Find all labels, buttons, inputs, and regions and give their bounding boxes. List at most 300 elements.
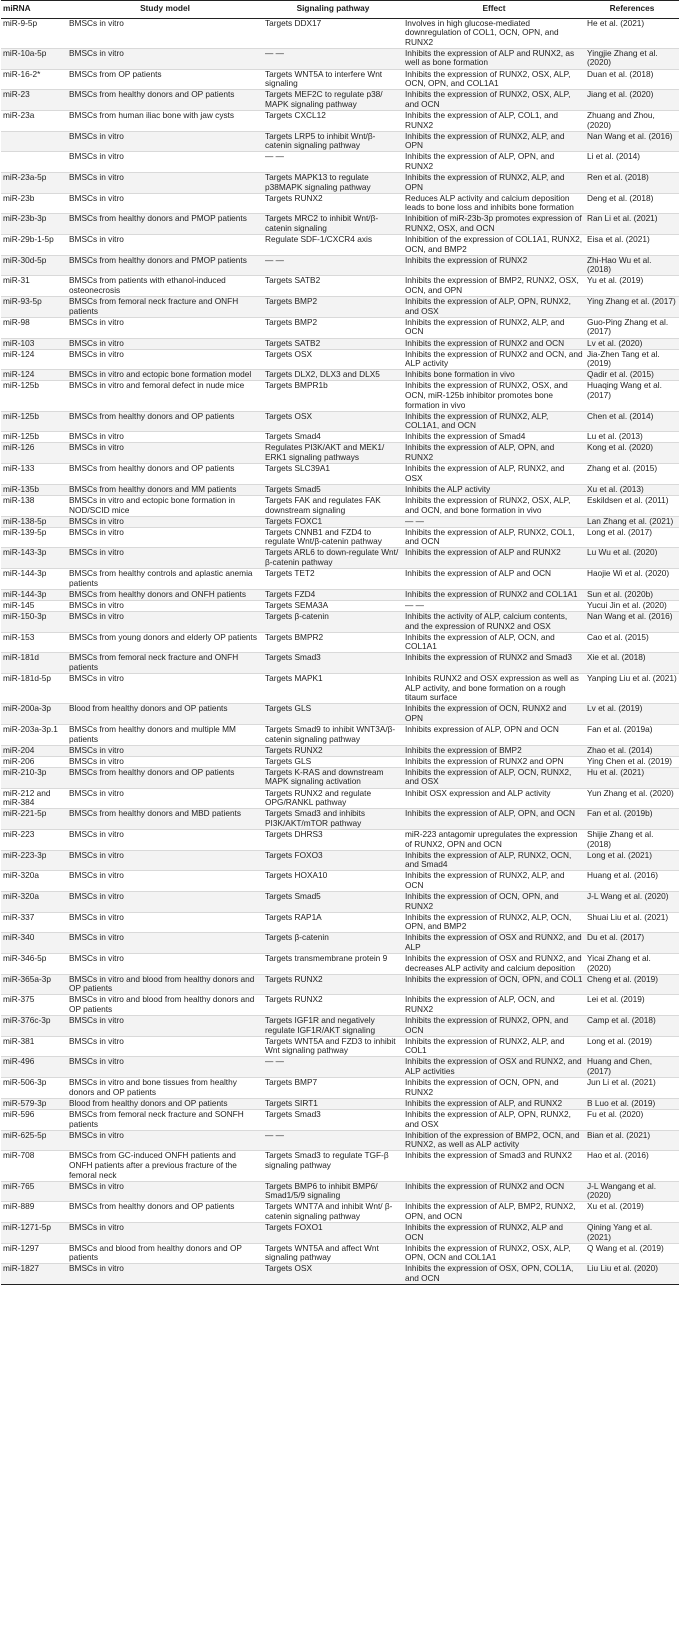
signaling-pathway-cell: Targets Smad3 (263, 653, 403, 674)
effect-cell: Inhibits the expression of ALP, OCN, and RUNX2 (403, 995, 585, 1016)
effect-cell: Inhibits the expression of ALP and OCN (403, 569, 585, 590)
effect-cell: Inhibits the expression of ALP and RUNX2, as well as bone formation (403, 48, 585, 69)
study-model-cell: BMSCs in vitro (67, 548, 263, 569)
signaling-pathway-cell: Targets BMPR2 (263, 632, 403, 653)
reference-cell: B Luo et al. (2019) (585, 1098, 679, 1109)
study-model-cell: BMSCs in vitro and blood from healthy donors and OP patients (67, 995, 263, 1016)
table-row (1, 297, 679, 318)
table-row (1, 516, 679, 527)
signaling-pathway-cell: Targets FOXC1 (263, 516, 403, 527)
mirna-cell: miR-596 (1, 1109, 67, 1130)
reference-cell: Guo-Ping Zhang et al. (2017) (585, 317, 679, 338)
header-study-model: Study model (67, 1, 263, 19)
mirna-cell: miR-16-2* (1, 69, 67, 90)
study-model-cell: BMSCs from healthy donors and MM patients (67, 484, 263, 495)
signaling-pathway-cell: Targets IGF1R and negatively regulate IGF1R/AKT signaling (263, 1016, 403, 1037)
study-model-cell: BMSCs from healthy donors and OP patients (67, 464, 263, 485)
study-model-cell: BMSCs in vitro (67, 18, 263, 48)
signaling-pathway-cell: Targets OSX (263, 1264, 403, 1285)
table-row (1, 464, 679, 485)
mirna-cell: miR-23 (1, 90, 67, 111)
mirna-cell: miR-320a (1, 891, 67, 912)
signaling-pathway-cell: Targets FAK and regulates FAK downstream signaling (263, 495, 403, 516)
effect-cell: Inhibits the expression of RUNX2 and OCN (403, 1181, 585, 1202)
effect-cell: Reduces ALP activity and calcium deposition leads to bone loss and inhibits bone formation (403, 193, 585, 214)
mirna-cell: miR-126 (1, 443, 67, 464)
study-model-cell: BMSCs from GC-induced ONFH patients and ONFH patients after a previous fracture of the femoral neck (67, 1151, 263, 1181)
reference-cell: Lu Wu et al. (2020) (585, 548, 679, 569)
study-model-cell: BMSCs in vitro (67, 850, 263, 871)
effect-cell: Inhibits the expression of RUNX2, OSX, ALP, and OCN, and bone formation in vivo (403, 495, 585, 516)
mirna-cell: miR-143-3p (1, 548, 67, 569)
reference-cell: Huaqing Wang et al. (2017) (585, 381, 679, 411)
mirna-cell: miR-506-3p (1, 1078, 67, 1099)
mirna-cell: miR-98 (1, 317, 67, 338)
mirna-cell: miR-124 (1, 349, 67, 370)
signaling-pathway-cell: Targets RUNX2 (263, 745, 403, 756)
study-model-cell: BMSCs from healthy donors and PMOP patients (67, 255, 263, 276)
study-model-cell: BMSCs in vitro (67, 788, 263, 809)
signaling-pathway-cell: Targets WNT5A and affect Wnt signaling pathway (263, 1243, 403, 1264)
study-model-cell: BMSCs in vitro (67, 600, 263, 611)
study-model-cell: BMSCs in vitro (67, 1264, 263, 1285)
study-model-cell: BMSCs in vitro and ectopic bone formation model (67, 370, 263, 381)
mirna-cell (1, 131, 67, 152)
table-row (1, 674, 679, 704)
mirna-cell: miR-31 (1, 276, 67, 297)
mirna-cell: miR-625-5p (1, 1130, 67, 1151)
table-row (1, 349, 679, 370)
study-model-cell: BMSCs in vitro and femoral defect in nude mice (67, 381, 263, 411)
reference-cell: Q Wang et al. (2019) (585, 1243, 679, 1264)
effect-cell: Inhibits the expression of BMP2, RUNX2, OSX, OCN, and OPN (403, 276, 585, 297)
signaling-pathway-cell: Targets SIRT1 (263, 1098, 403, 1109)
reference-cell: Jia-Zhen Tang et al. (2019) (585, 349, 679, 370)
mirna-cell: miR-206 (1, 756, 67, 767)
table-row (1, 48, 679, 69)
effect-cell: Inhibits the expression of OSX and RUNX2, and ALP activities (403, 1057, 585, 1078)
table-row (1, 69, 679, 90)
mirna-cell: miR-200a-3p (1, 704, 67, 725)
reference-cell: Xu et al. (2013) (585, 484, 679, 495)
effect-cell: Inhibits the expression of RUNX2, OSX, ALP, OCN, OPN, and COL1A1 (403, 69, 585, 90)
mirna-cell: miR-144-3p (1, 589, 67, 600)
table-row (1, 1036, 679, 1057)
table-row (1, 724, 679, 745)
mirna-cell: miR-346-5p (1, 954, 67, 975)
reference-cell: J-L Wangang et al. (2020) (585, 1181, 679, 1202)
reference-cell: Chen et al. (2014) (585, 411, 679, 432)
table-row (1, 1078, 679, 1099)
study-model-cell: BMSCs from femoral neck fracture and SONFH patients (67, 1109, 263, 1130)
table-row (1, 443, 679, 464)
reference-cell: Cheng et al. (2019) (585, 974, 679, 995)
reference-cell: Huang et al. (2016) (585, 871, 679, 892)
signaling-pathway-cell: Targets MAPK1 (263, 674, 403, 704)
study-model-cell: BMSCs in vitro (67, 1016, 263, 1037)
effect-cell: Inhibits the expression of RUNX2, ALP, and OPN (403, 173, 585, 194)
study-model-cell: BMSCs in vitro (67, 443, 263, 464)
study-model-cell: Blood from healthy donors and OP patients (67, 704, 263, 725)
signaling-pathway-cell: Targets RAP1A (263, 912, 403, 933)
signaling-pathway-cell: Targets GLS (263, 704, 403, 725)
effect-cell: Inhibits the expression of RUNX2 and Smad3 (403, 653, 585, 674)
table-row (1, 704, 679, 725)
study-model-cell: BMSCs in vitro and blood from healthy donors and OP patients (67, 974, 263, 995)
mirna-table (1, 0, 679, 1285)
effect-cell: Inhibits the expression of RUNX2, OSX, and OCN, miR-125b inhibitor promotes bone formation in vivo (403, 381, 585, 411)
mirna-cell: miR-139-5p (1, 527, 67, 548)
signaling-pathway-cell: Targets WNT7A and inhibit Wnt/ β-catenin signaling pathway (263, 1202, 403, 1223)
table-row (1, 809, 679, 830)
signaling-pathway-cell: Targets BMPR1b (263, 381, 403, 411)
table-row (1, 1151, 679, 1181)
table-row (1, 891, 679, 912)
signaling-pathway-cell: Regulate SDF-1/CXCR4 axis (263, 235, 403, 256)
mirna-cell: miR-181d-5p (1, 674, 67, 704)
signaling-pathway-cell: Targets BMP2 (263, 297, 403, 318)
table-row (1, 756, 679, 767)
reference-cell: Zhang et al. (2015) (585, 464, 679, 485)
effect-cell: Inhibits the expression of ALP, RUNX2, and OSX (403, 464, 585, 485)
effect-cell: Inhibition of the expression of BMP2, OCN, and RUNX2, as well as ALP activity (403, 1130, 585, 1151)
effect-cell: Inhibits the expression of ALP, OPN, and RUNX2 (403, 152, 585, 173)
study-model-cell: BMSCs from healthy controls and aplastic anemia patients (67, 569, 263, 590)
effect-cell: Involves in high glucose-mediated downregulation of COL1, OCN, OPN, and RUNX2 (403, 18, 585, 48)
signaling-pathway-cell: Targets DLX2, DLX3 and DLX5 (263, 370, 403, 381)
mirna-cell: miR-23a-5p (1, 173, 67, 194)
signaling-pathway-cell: Targets MEF2C to regulate p38/ MAPK signaling pathway (263, 90, 403, 111)
reference-cell: Ran Li et al. (2021) (585, 214, 679, 235)
signaling-pathway-cell: Targets MRC2 to inhibit Wnt/β-catenin signaling (263, 214, 403, 235)
table-row (1, 995, 679, 1016)
study-model-cell: BMSCs in vitro (67, 756, 263, 767)
table-row (1, 611, 679, 632)
effect-cell: Inhibits the expression of OCN, RUNX2 and OPN (403, 704, 585, 725)
signaling-pathway-cell: Targets FOXO3 (263, 850, 403, 871)
reference-cell: Jiang et al. (2020) (585, 90, 679, 111)
effect-cell: Inhibits the expression of RUNX2 and OCN (403, 338, 585, 349)
signaling-pathway-cell: Targets Smad3 to regulate TGF-β signaling pathway (263, 1151, 403, 1181)
study-model-cell: BMSCs from patients with ethanol-induced osteonecrosis (67, 276, 263, 297)
effect-cell: Inhibits expression of ALP, OPN and OCN (403, 724, 585, 745)
effect-cell: Inhibits the activity of ALP, calcium contents, and the expression of RUNX2 and OSX (403, 611, 585, 632)
signaling-pathway-cell: Targets WNT5A and FZD3 to inhibit Wnt signaling pathway (263, 1036, 403, 1057)
reference-cell: Yanping Liu et al. (2021) (585, 674, 679, 704)
study-model-cell: BMSCs in vitro (67, 235, 263, 256)
effect-cell: Inhibition of miR-23b-3p promotes expression of RUNX2, OSX, and OCN (403, 214, 585, 235)
reference-cell: Eisa et al. (2021) (585, 235, 679, 256)
table-row (1, 18, 679, 48)
signaling-pathway-cell: Targets SEMA3A (263, 600, 403, 611)
mirna-cell: miR-9-5p (1, 18, 67, 48)
study-model-cell: BMSCs in vitro (67, 611, 263, 632)
mirna-cell: miR-93-5p (1, 297, 67, 318)
study-model-cell: BMSCs in vitro (67, 1057, 263, 1078)
effect-cell: Inhibits the expression of RUNX2, ALP, and OCN (403, 317, 585, 338)
signaling-pathway-cell: Targets SLC39A1 (263, 464, 403, 485)
mirna-cell: miR-144-3p (1, 569, 67, 590)
effect-cell: Inhibits the expression of ALP, and RUNX2 (403, 1098, 585, 1109)
signaling-pathway-cell: Targets BMP7 (263, 1078, 403, 1099)
signaling-pathway-cell: Targets FOXO1 (263, 1222, 403, 1243)
reference-cell: Xie et al. (2018) (585, 653, 679, 674)
signaling-pathway-cell: Targets OSX (263, 411, 403, 432)
study-model-cell: BMSCs from human iliac bone with jaw cysts (67, 110, 263, 131)
reference-cell: Duan et al. (2018) (585, 69, 679, 90)
signaling-pathway-cell: Targets K-RAS and downstream MAPK signaling activation (263, 767, 403, 788)
table-row (1, 495, 679, 516)
table-row (1, 1243, 679, 1264)
reference-cell: Qadir et al. (2015) (585, 370, 679, 381)
effect-cell: Inhibits the expression of RUNX2 and COL1A1 (403, 589, 585, 600)
effect-cell: Inhibits bone formation in vivo (403, 370, 585, 381)
table-row (1, 110, 679, 131)
mirna-cell: miR-150-3p (1, 611, 67, 632)
table-row (1, 745, 679, 756)
mirna-cell: miR-212 and miR-384 (1, 788, 67, 809)
effect-cell: — — (403, 600, 585, 611)
table-row (1, 653, 679, 674)
study-model-cell: BMSCs in vitro (67, 1222, 263, 1243)
effect-cell: — — (403, 516, 585, 527)
effect-cell: Inhibits the expression of RUNX2, ALP and OCN (403, 1222, 585, 1243)
study-model-cell: BMSCs in vitro (67, 152, 263, 173)
effect-cell: Inhibits the expression of ALP, COL1, and RUNX2 (403, 110, 585, 131)
mirna-cell: miR-375 (1, 995, 67, 1016)
signaling-pathway-cell: — — (263, 1057, 403, 1078)
table-row (1, 974, 679, 995)
reference-cell: Sun et al. (2020b) (585, 589, 679, 600)
signaling-pathway-cell: — — (263, 255, 403, 276)
reference-cell: Ren et al. (2018) (585, 173, 679, 194)
reference-cell: Ying Zhang et al. (2017) (585, 297, 679, 318)
mirna-cell: miR-125b (1, 381, 67, 411)
signaling-pathway-cell: Targets HOXA10 (263, 871, 403, 892)
effect-cell: Inhibits the expression of ALP, BMP2, RUNX2, OPN, and OCN (403, 1202, 585, 1223)
study-model-cell: BMSCs from healthy donors and OP patients (67, 1202, 263, 1223)
header-references: References (585, 1, 679, 19)
effect-cell: Inhibits the expression of ALP, OCN, and COL1A1 (403, 632, 585, 653)
signaling-pathway-cell: Targets OSX (263, 349, 403, 370)
table-row (1, 235, 679, 256)
reference-cell: Zhi-Hao Wu et al. (2018) (585, 255, 679, 276)
effect-cell: Inhibits the expression of ALP, OPN, and RUNX2 (403, 443, 585, 464)
signaling-pathway-cell: Regulates PI3K/AKT and MEK1/ ERK1 signaling pathways (263, 443, 403, 464)
table-row (1, 1098, 679, 1109)
reference-cell: Yun Zhang et al. (2020) (585, 788, 679, 809)
reference-cell: Nan Wang et al. (2016) (585, 131, 679, 152)
mirna-cell: miR-124 (1, 370, 67, 381)
mirna-cell: miR-320a (1, 871, 67, 892)
mirna-cell: miR-153 (1, 632, 67, 653)
reference-cell: Kong et al. (2020) (585, 443, 679, 464)
study-model-cell: BMSCs in vitro and bone tissues from healthy donors and OP patients (67, 1078, 263, 1099)
effect-cell: Inhibits the expression of ALP, OPN, RUNX2, and OSX (403, 1109, 585, 1130)
table-row (1, 1057, 679, 1078)
signaling-pathway-cell: Targets RUNX2 (263, 995, 403, 1016)
table-row (1, 1181, 679, 1202)
mirna-cell: miR-579-3p (1, 1098, 67, 1109)
effect-cell: Inhibits the expression of ALP, RUNX2, OCN, and Smad4 (403, 850, 585, 871)
reference-cell: Fu et al. (2020) (585, 1109, 679, 1130)
study-model-cell: BMSCs from healthy donors and OP patients (67, 767, 263, 788)
effect-cell: Inhibits the expression of RUNX2, ALP, and COL1 (403, 1036, 585, 1057)
reference-cell: Long et al. (2021) (585, 850, 679, 871)
signaling-pathway-cell: Targets WNT5A to interfere Wnt signaling (263, 69, 403, 90)
table-row (1, 381, 679, 411)
effect-cell: Inhibits the expression of RUNX2, ALP, OCN, OPN, and BMP2 (403, 912, 585, 933)
study-model-cell: BMSCs in vitro (67, 912, 263, 933)
table-row (1, 432, 679, 443)
mirna-cell: miR-381 (1, 1036, 67, 1057)
mirna-cell: miR-889 (1, 1202, 67, 1223)
signaling-pathway-cell: Targets Smad4 (263, 432, 403, 443)
mirna-cell: miR-337 (1, 912, 67, 933)
table-row (1, 276, 679, 297)
reference-cell: Lei et al. (2019) (585, 995, 679, 1016)
signaling-pathway-cell: Targets BMP6 to inhibit BMP6/ Smad1/5/9 signaling (263, 1181, 403, 1202)
effect-cell: miR-223 antagomir upregulates the expression of RUNX2, OPN and OCN (403, 829, 585, 850)
table-row (1, 1130, 679, 1151)
table-row (1, 370, 679, 381)
mirna-cell: miR-23b-3p (1, 214, 67, 235)
reference-cell: Shuai Liu et al. (2021) (585, 912, 679, 933)
study-model-cell: BMSCs in vitro (67, 1130, 263, 1151)
study-model-cell: BMSCs in vitro (67, 131, 263, 152)
mirna-cell: miR-496 (1, 1057, 67, 1078)
mirna-cell: miR-708 (1, 1151, 67, 1181)
mirna-cell: miR-1297 (1, 1243, 67, 1264)
reference-cell: Huang and Chen, (2017) (585, 1057, 679, 1078)
reference-cell: Lan Zhang et al. (2021) (585, 516, 679, 527)
reference-cell: Zhuang and Zhou, (2020) (585, 110, 679, 131)
table-row (1, 1222, 679, 1243)
signaling-pathway-cell: Targets Smad3 (263, 1109, 403, 1130)
signaling-pathway-cell: Targets DDX17 (263, 18, 403, 48)
table-row (1, 548, 679, 569)
table-row (1, 173, 679, 194)
table-row (1, 1202, 679, 1223)
mirna-cell (1, 152, 67, 173)
study-model-cell: BMSCs from healthy donors and OP patients (67, 90, 263, 111)
effect-cell: Inhibits the expression of RUNX2 (403, 255, 585, 276)
reference-cell: Yicai Zhang et al. (2020) (585, 954, 679, 975)
study-model-cell: BMSCs in vitro (67, 338, 263, 349)
signaling-pathway-cell: Targets Smad5 (263, 484, 403, 495)
mirna-cell: miR-365a-3p (1, 974, 67, 995)
table-row (1, 317, 679, 338)
reference-cell: Cao et al. (2015) (585, 632, 679, 653)
effect-cell: Inhibits the expression of RUNX2, ALP, and OPN (403, 131, 585, 152)
reference-cell: Zhao et al. (2014) (585, 745, 679, 756)
reference-cell: He et al. (2021) (585, 18, 679, 48)
reference-cell: Hao et al. (2016) (585, 1151, 679, 1181)
study-model-cell: BMSCs in vitro (67, 193, 263, 214)
effect-cell: Inhibits the expression of RUNX2, ALP, and OCN (403, 871, 585, 892)
effect-cell: Inhibits the expression of RUNX2, OSX, ALP, OPN, OCN and COL1A1 (403, 1243, 585, 1264)
effect-cell: Inhibits the ALP activity (403, 484, 585, 495)
table-row (1, 131, 679, 152)
signaling-pathway-cell: Targets RUNX2 (263, 193, 403, 214)
study-model-cell: BMSCs in vitro (67, 829, 263, 850)
study-model-cell: BMSCs in vitro (67, 48, 263, 69)
study-model-cell: BMSCs from young donors and elderly OP patients (67, 632, 263, 653)
signaling-pathway-cell: Targets SATB2 (263, 276, 403, 297)
table-row (1, 600, 679, 611)
reference-cell: Qining Yang et al. (2021) (585, 1222, 679, 1243)
effect-cell: Inhibits the expression of OSX, OPN, COL1A, and OCN (403, 1264, 585, 1285)
mirna-cell: miR-340 (1, 933, 67, 954)
reference-cell: Yu et al. (2019) (585, 276, 679, 297)
reference-cell: Liu Liu et al. (2020) (585, 1264, 679, 1285)
table-row (1, 829, 679, 850)
effect-cell: Inhibits the expression of OSX and RUNX2, and decreases ALP activity and calcium deposition (403, 954, 585, 975)
reference-cell: J-L Wang et al. (2020) (585, 891, 679, 912)
study-model-cell: BMSCs from femoral neck fracture and ONFH patients (67, 653, 263, 674)
header-effect: Effect (403, 1, 585, 19)
mirna-cell: miR-125b (1, 432, 67, 443)
study-model-cell: BMSCs from healthy donors and PMOP patients (67, 214, 263, 235)
reference-cell: Deng et al. (2018) (585, 193, 679, 214)
table-row (1, 569, 679, 590)
signaling-pathway-cell: Targets TET2 (263, 569, 403, 590)
study-model-cell: BMSCs from healthy donors and OP patients (67, 411, 263, 432)
mirna-cell: miR-223-3p (1, 850, 67, 871)
mirna-cell: miR-181d (1, 653, 67, 674)
signaling-pathway-cell: — — (263, 48, 403, 69)
table-row (1, 767, 679, 788)
effect-cell: Inhibition of the expression of COL1A1, RUNX2, OCN, and BMP2 (403, 235, 585, 256)
study-model-cell: BMSCs from OP patients (67, 69, 263, 90)
study-model-cell: BMSCs from healthy donors and MBD patients (67, 809, 263, 830)
effect-cell: Inhibits the expression of RUNX2 and OPN (403, 756, 585, 767)
study-model-cell: BMSCs in vitro (67, 349, 263, 370)
signaling-pathway-cell: Targets RUNX2 and regulate OPG/RANKL pathway (263, 788, 403, 809)
mirna-cell: miR-133 (1, 464, 67, 485)
effect-cell: Inhibits the expression of OCN, OPN, and RUNX2 (403, 1078, 585, 1099)
reference-cell: Fan et al. (2019a) (585, 724, 679, 745)
study-model-cell: BMSCs and blood from healthy donors and OP patients (67, 1243, 263, 1264)
signaling-pathway-cell: Targets BMP2 (263, 317, 403, 338)
signaling-pathway-cell: Targets β-catenin (263, 933, 403, 954)
study-model-cell: BMSCs in vitro (67, 891, 263, 912)
study-model-cell: BMSCs in vitro (67, 871, 263, 892)
signaling-pathway-cell: Targets LRP5 to inhibit Wnt/β-catenin signaling pathway (263, 131, 403, 152)
table-row (1, 90, 679, 111)
mirna-cell: miR-145 (1, 600, 67, 611)
effect-cell: Inhibits the expression of ALP, OCN, RUNX2, and OSX (403, 767, 585, 788)
mirna-cell: miR-376c-3p (1, 1016, 67, 1037)
study-model-cell: BMSCs in vitro (67, 527, 263, 548)
header-signaling-pathway: Signaling pathway (263, 1, 403, 19)
effect-cell: Inhibits the expression of OCN, OPN, and RUNX2 (403, 891, 585, 912)
reference-cell: Lv et al. (2019) (585, 704, 679, 725)
effect-cell: Inhibits the expression of ALP and RUNX2 (403, 548, 585, 569)
study-model-cell: BMSCs from healthy donors and ONFH patients (67, 589, 263, 600)
reference-cell: Long et al. (2019) (585, 1036, 679, 1057)
study-model-cell: BMSCs in vitro (67, 317, 263, 338)
mirna-cell: miR-221-5p (1, 809, 67, 830)
effect-cell: Inhibits the expression of BMP2 (403, 745, 585, 756)
header-mirna: miRNA (1, 1, 67, 19)
mirna-cell: miR-30d-5p (1, 255, 67, 276)
signaling-pathway-cell: Targets Smad5 (263, 891, 403, 912)
study-model-cell: BMSCs in vitro (67, 954, 263, 975)
table-row (1, 411, 679, 432)
signaling-pathway-cell: — — (263, 1130, 403, 1151)
reference-cell: Ying Chen et al. (2019) (585, 756, 679, 767)
